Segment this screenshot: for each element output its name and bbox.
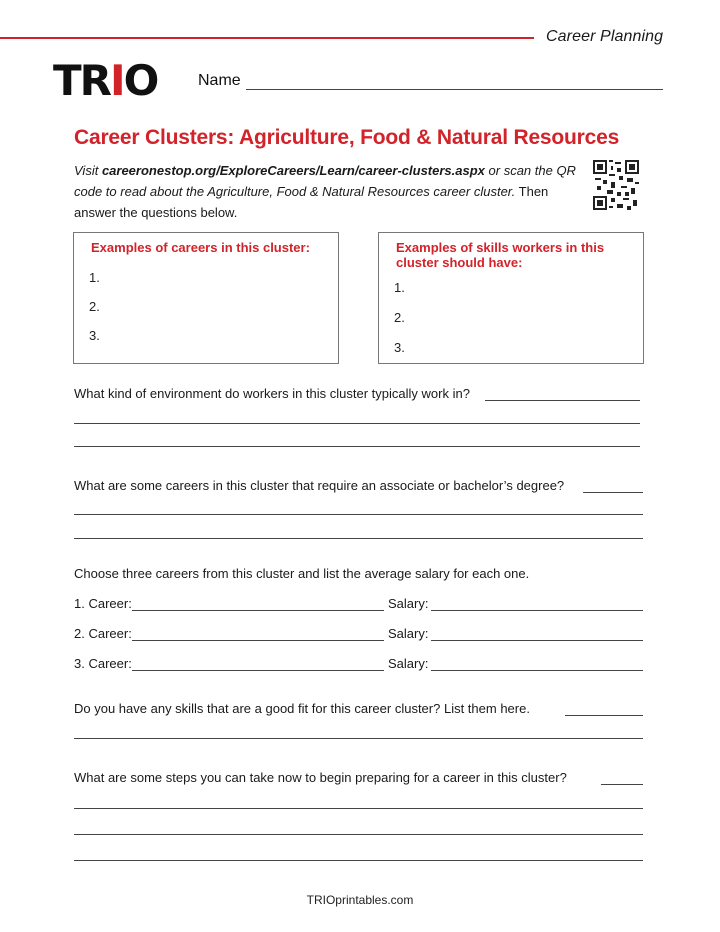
answer-line[interactable] [74, 514, 643, 515]
salary-field-1[interactable] [431, 610, 643, 611]
logo-accent: I [110, 56, 124, 105]
intro-text [74, 160, 584, 223]
intro-end: Then answer the questions below. [74, 184, 549, 220]
name-field[interactable] [246, 89, 663, 90]
career-example-2[interactable]: 2. [89, 299, 100, 314]
answer-line[interactable] [74, 834, 643, 835]
career-field-2[interactable] [132, 640, 384, 641]
skills-examples-box [378, 232, 644, 364]
answer-line[interactable] [485, 400, 640, 401]
answer-line[interactable] [74, 738, 643, 739]
question-environment: What kind of environment do workers in this cluster typically work in? [74, 386, 470, 401]
footer-website: TRIOprintables.com [306, 893, 414, 907]
answer-line[interactable] [74, 423, 640, 424]
cluster-url-link[interactable]: careeronestop.org/ExploreCareers/Learn/career-clusters.aspx [101, 163, 485, 178]
skill-example-3[interactable]: 3. [394, 340, 405, 355]
answer-line[interactable] [565, 715, 643, 716]
intro-visit: Visit [74, 163, 102, 178]
logo-text: O [123, 56, 158, 105]
career-label-1: 1. Career: [74, 596, 132, 611]
salary-label-2: Salary: [388, 626, 429, 641]
skill-example-1[interactable]: 1. [394, 280, 405, 295]
question-skills-fit: Do you have any skills that are a good fit for this career cluster? List them here. [74, 701, 530, 716]
section-label: Career Planning [546, 28, 664, 45]
career-field-1[interactable] [132, 610, 384, 611]
box-title: Examples of careers in this cluster: [91, 240, 310, 255]
box-title: Examples of skills workers in this cluster should have: [396, 240, 605, 270]
logo-text: TR [53, 56, 110, 105]
question-prep-steps: What are some steps you can take now to begin preparing for a career in this cluster? [74, 770, 567, 785]
answer-line[interactable] [74, 860, 643, 861]
salary-label-1: Salary: [388, 596, 429, 611]
career-label-3: 3. Career: [74, 656, 132, 671]
salary-field-3[interactable] [431, 670, 643, 671]
career-example-3[interactable]: 3. [89, 328, 100, 343]
answer-line[interactable] [583, 492, 643, 493]
answer-line[interactable] [74, 538, 643, 539]
qr-code-icon [593, 160, 639, 210]
salary-field-2[interactable] [431, 640, 643, 641]
question-degree-careers: What are some careers in this cluster that require an associate or bachelor’s degree? [74, 478, 565, 493]
header-rule [0, 37, 534, 39]
career-example-1[interactable]: 1. [89, 270, 100, 285]
answer-line[interactable] [601, 784, 643, 785]
skill-example-2[interactable]: 2. [394, 310, 405, 325]
trio-logo [53, 58, 157, 104]
question-salaries: Choose three careers from this cluster and list the average salary for each one. [74, 566, 530, 581]
name-label: Name [198, 72, 241, 89]
answer-line[interactable] [74, 808, 643, 809]
salary-label-3: Salary: [388, 656, 429, 671]
career-label-2: 2. Career: [74, 626, 132, 641]
careers-examples-box [73, 232, 339, 364]
page-title: Career Clusters: Agriculture, Food & Natural Resources [74, 126, 620, 149]
intro-mid: or scan the QR code to read about the Agriculture, Food & Natural Resources career cluster. [74, 163, 576, 199]
career-field-3[interactable] [132, 670, 384, 671]
answer-line[interactable] [74, 446, 640, 447]
